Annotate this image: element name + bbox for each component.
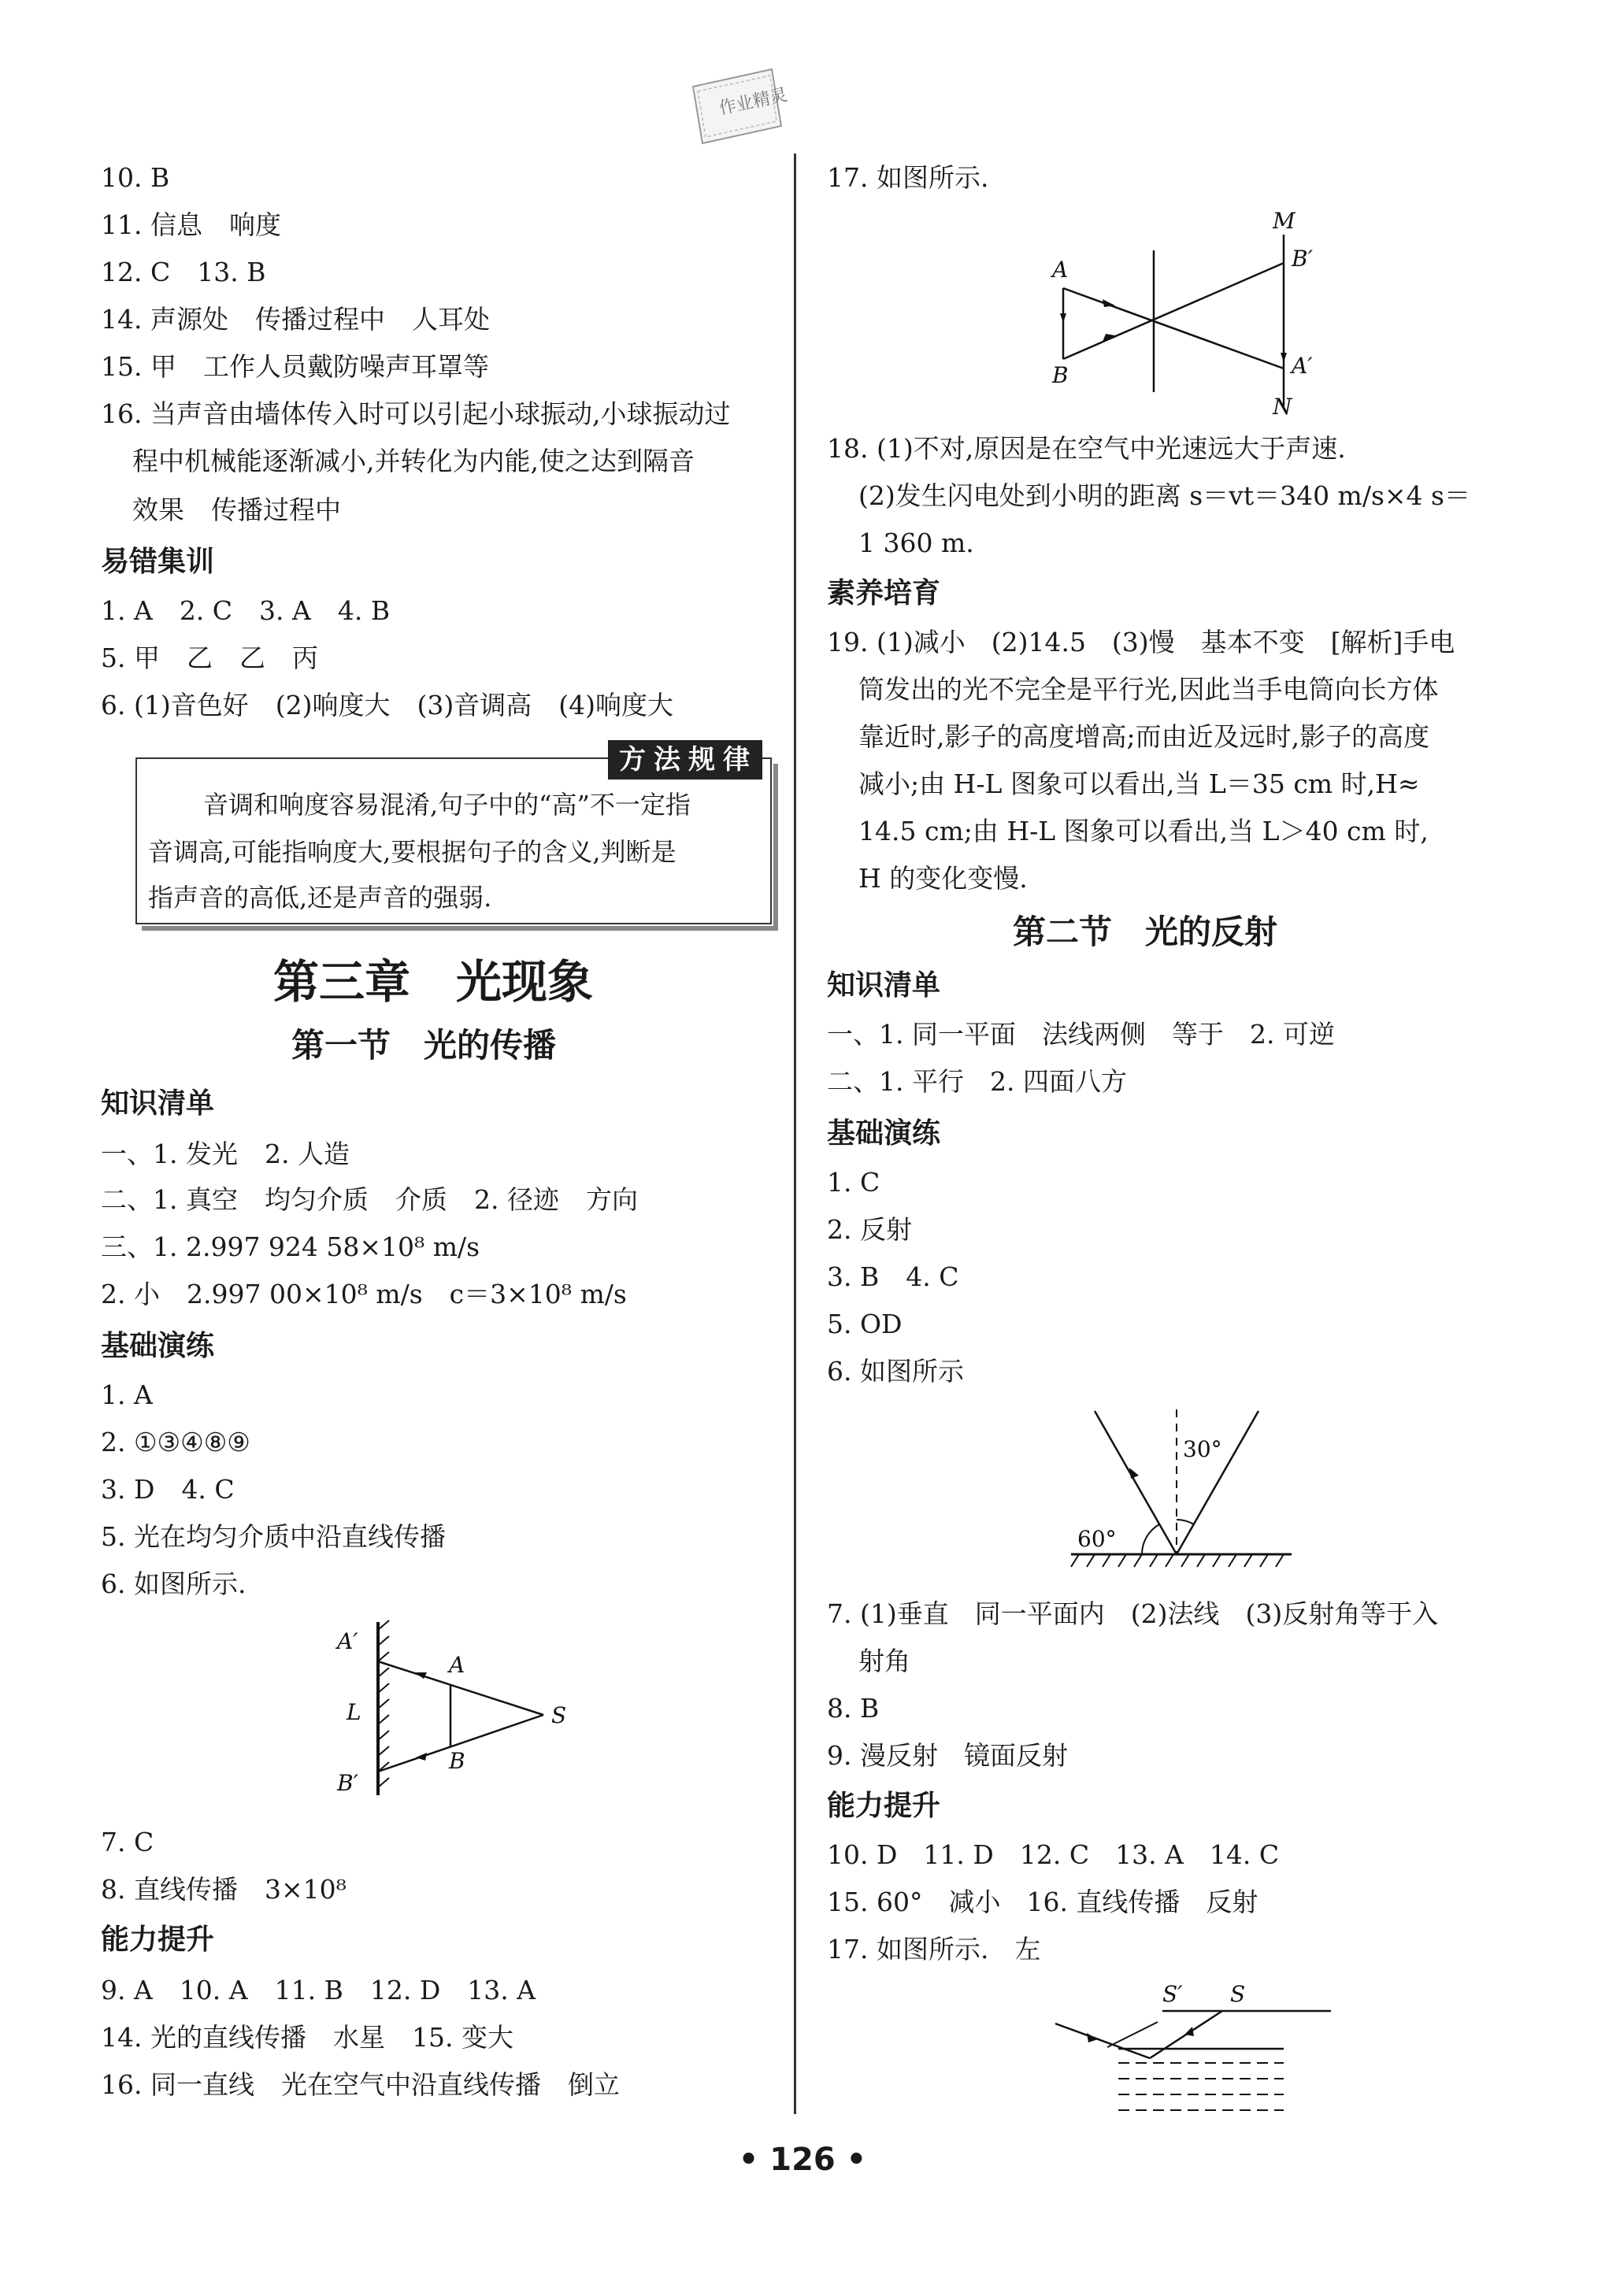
answer-16-line2: 程中机械能逐渐减小,并转化为内能,使之达到隔音 [132, 446, 695, 476]
basic-5: 5. 光在均匀介质中沿直线传播 [101, 1521, 446, 1552]
knowledge-4: 2. 小 2.997 00×10⁸ m/s c＝3×10⁸ m/s [101, 1279, 627, 1309]
page-number: • 126 • [738, 2142, 867, 2178]
ability2-17: 17. 如图所示. 左 [827, 1934, 1041, 1965]
fig-label-A-prime: A′ [337, 1628, 358, 1654]
stamp-graphic [685, 63, 788, 150]
basic-6: 6. 如图所示. [101, 1568, 246, 1599]
basic2-6: 6. 如图所示 [827, 1356, 964, 1387]
fig6-label-30: 30° [1183, 1436, 1222, 1462]
method-rule-title: 方法规律 [608, 740, 762, 780]
heading-zhishi-1: 知识清单 [101, 1087, 215, 1120]
answer-19-line6: H 的变化变慢. [858, 863, 1028, 894]
fig-label-S: S [551, 1702, 567, 1728]
heading-jichu-2: 基础演练 [827, 1117, 941, 1150]
fig17-label-M: M [1273, 208, 1295, 234]
basic-7: 7. C [101, 1827, 154, 1857]
fig17-label-N: N [1273, 394, 1292, 420]
answer-19-line5: 14.5 cm;由 H-L 图象可以看出,当 L＞40 cm 时, [858, 816, 1429, 846]
answer-10: 10. B [101, 162, 170, 193]
answer-y1-4: 1. A 2. C 3. A 4. B [101, 595, 391, 626]
method-rule-line1: 音调和响度容易混淆,句子中的“高”不一定指 [203, 790, 691, 820]
basic2-8: 8. B [827, 1693, 880, 1724]
fig-label-B-prime: B′ [337, 1770, 358, 1796]
heading-yicuo: 易错集训 [101, 546, 215, 578]
figure-mirror-shadow [323, 1614, 591, 1811]
answer-12-13: 12. C 13. B [101, 257, 266, 287]
knowledge2-1: 一、1. 同一平面 法线两侧 等于 2. 可逆 [827, 1019, 1335, 1050]
section-title-1: 第一节 光的传播 [291, 1026, 557, 1065]
fig17-label-B-prime: B′ [1292, 246, 1313, 272]
heading-nengli-2: 能力提升 [827, 1790, 941, 1822]
knowledge2-2: 二、1. 平行 2. 四面八方 [827, 1066, 1127, 1097]
stamp-text: 作业精灵 [717, 85, 790, 120]
knowledge-1: 一、1. 发光 2. 人造 [101, 1139, 350, 1169]
answer-18-line1: 18. (1)不对,原因是在空气中光速远大于声速. [827, 433, 1346, 464]
basic2-7-line1: 7. (1)垂直 同一平面内 (2)法线 (3)反射角等于入 [827, 1598, 1439, 1629]
heading-jichu-1: 基础演练 [101, 1330, 215, 1362]
heading-suyang: 素养培育 [827, 577, 941, 609]
basic2-7-line2: 射角 [858, 1646, 910, 1676]
answer-16-line1: 16. 当声音由墙体传入时可以引起小球振动,小球振动过 [101, 398, 731, 429]
answer-19-line2: 筒发出的光不完全是平行光,因此当手电筒向长方体 [858, 674, 1439, 705]
knowledge-3: 三、1. 2.997 924 58×10⁸ m/s [101, 1231, 480, 1262]
figure-reflection-angle [1063, 1402, 1299, 1579]
answer-18-line3: 1 360 m. [858, 528, 974, 558]
method-rule-line3: 指声音的高低,还是声音的强弱. [148, 883, 492, 913]
method-rule-box [135, 744, 772, 924]
basic-2: 2. ①③④⑧⑨ [101, 1427, 250, 1457]
basic-3-4: 3. D 4. C [101, 1474, 235, 1505]
basic2-3-4: 3. B 4. C [827, 1261, 959, 1292]
heading-nengli-1: 能力提升 [101, 1924, 215, 1956]
answer-y5: 5. 甲 乙 乙 丙 [101, 643, 318, 673]
stamp-logo [685, 63, 788, 150]
basic2-1: 1. C [827, 1167, 880, 1198]
basic-1: 1. A [101, 1379, 153, 1410]
fig-label-B: B [449, 1748, 465, 1774]
answer-18-line2: (2)发生闪电处到小明的距离 s＝vt＝340 m/s×4 s＝ [858, 480, 1470, 511]
figure-pinhole [1032, 208, 1315, 420]
ability2-10-14: 10. D 11. D 12. C 13. A 14. C [827, 1839, 1280, 1870]
fig6-label-60: 60° [1077, 1526, 1117, 1552]
answer-16-line3: 效果 传播过程中 [132, 494, 341, 525]
ability2-15-16: 15. 60° 减小 16. 直线传播 反射 [827, 1887, 1258, 1917]
heading-zhishi-2: 知识清单 [827, 969, 941, 1002]
answer-17: 17. 如图所示. [827, 162, 989, 193]
answer-11: 11. 信息 响度 [101, 209, 281, 240]
answer-y6: 6. (1)音色好 (2)响度大 (3)音调高 (4)响度大 [101, 690, 673, 720]
fig17b-label-S: S [1230, 1981, 1246, 2007]
ability-14-15: 14. 光的直线传播 水星 15. 变大 [101, 2022, 513, 2053]
knowledge-2: 二、1. 真空 均匀介质 介质 2. 径迹 方向 [101, 1184, 638, 1215]
ability-9-13: 9. A 10. A 11. B 12. D 13. A [101, 1975, 536, 2005]
fig-label-A: A [449, 1652, 465, 1678]
fig17-label-A: A [1052, 257, 1069, 283]
method-rule-line2: 音调高,可能指响度大,要根据句子的含义,判断是 [148, 837, 676, 867]
fig-label-L: L [347, 1699, 361, 1725]
answer-14: 14. 声源处 传播过程中 人耳处 [101, 304, 490, 335]
answer-15: 15. 甲 工作人员戴防噪声耳罩等 [101, 351, 489, 382]
basic-8: 8. 直线传播 3×10⁸ [101, 1874, 347, 1905]
fig17-label-A-prime: A′ [1292, 353, 1313, 379]
column-divider [794, 154, 796, 2114]
basic2-5: 5. OD [827, 1309, 903, 1339]
chapter-title: 第三章 光现象 [272, 955, 593, 1009]
fig17b-label-S-prime: S′ [1162, 1981, 1183, 2007]
answer-19-line4: 减小;由 H-L 图象可以看出,当 L＝35 cm 时,H≈ [858, 768, 1420, 799]
basic2-2: 2. 反射 [827, 1214, 912, 1245]
answer-19-line3: 靠近时,影子的高度增高;而由近及远时,影子的高度 [858, 721, 1430, 752]
answer-19-line1: 19. (1)减小 (2)14.5 (3)慢 基本不变 [解析]手电 [827, 627, 1455, 657]
basic2-9: 9. 漫反射 镜面反射 [827, 1740, 1068, 1771]
ability-16: 16. 同一直线 光在空气中沿直线传播 倒立 [101, 2069, 620, 2100]
figure-water-reflection [1040, 1976, 1339, 2126]
section-title-2: 第二节 光的反射 [1013, 913, 1278, 951]
fig17-label-B: B [1052, 362, 1069, 388]
